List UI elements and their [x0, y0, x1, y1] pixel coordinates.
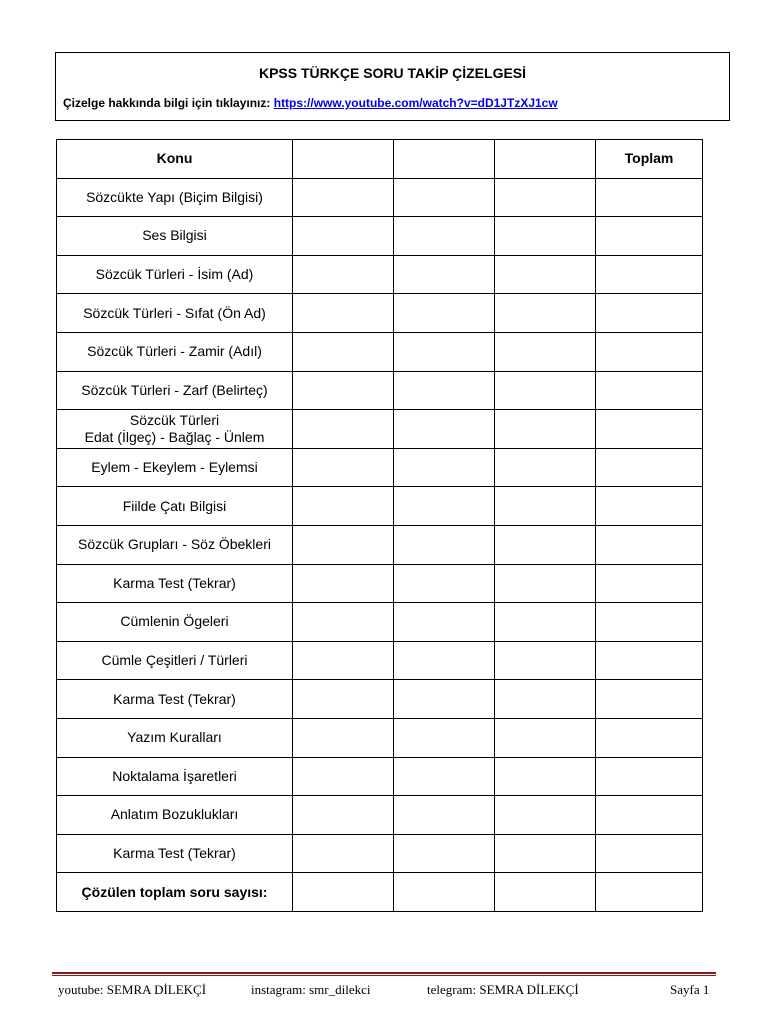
- info-line: [63, 96, 558, 110]
- count-cell[interactable]: [495, 487, 596, 526]
- header-col-1[interactable]: [293, 140, 394, 179]
- header-toplam: Toplam: [596, 140, 703, 179]
- count-cell[interactable]: [293, 217, 394, 256]
- count-cell[interactable]: [293, 487, 394, 526]
- youtube-link[interactable]: https://www.youtube.com/watch?v=dD1JTzXJ1cw: [273, 96, 558, 110]
- table-total-row: [57, 873, 703, 912]
- total-cell[interactable]: [596, 564, 703, 603]
- count-cell[interactable]: [495, 680, 596, 719]
- count-cell[interactable]: [394, 448, 495, 487]
- count-cell[interactable]: [495, 448, 596, 487]
- topic-cell: Cümlenin Ögeleri: [57, 603, 293, 642]
- header-box: [55, 52, 730, 121]
- count-cell[interactable]: [394, 487, 495, 526]
- total-cell[interactable]: [596, 371, 703, 410]
- count-cell[interactable]: [394, 410, 495, 449]
- total-cell[interactable]: [596, 718, 703, 757]
- topic-line-2: Edat (İlgeç) - Bağlaç - Ünlem: [84, 428, 265, 445]
- topic-cell: Cümle Çeşitleri / Türleri: [57, 641, 293, 680]
- count-cell[interactable]: [293, 332, 394, 371]
- count-cell[interactable]: [495, 217, 596, 256]
- header-konu: Konu: [57, 140, 293, 179]
- count-cell[interactable]: [394, 718, 495, 757]
- total-cell[interactable]: [596, 178, 703, 217]
- count-cell[interactable]: [394, 834, 495, 873]
- count-cell[interactable]: [293, 641, 394, 680]
- count-cell[interactable]: [394, 294, 495, 333]
- count-cell[interactable]: [293, 371, 394, 410]
- grand-total-cell[interactable]: [596, 873, 703, 912]
- count-cell[interactable]: [394, 564, 495, 603]
- topic-cell: Sözcük Grupları - Söz Öbekleri: [57, 525, 293, 564]
- table-row: [57, 487, 703, 526]
- total-cell[interactable]: [596, 680, 703, 719]
- count-cell[interactable]: [394, 757, 495, 796]
- count-cell[interactable]: [293, 178, 394, 217]
- topic-cell: Sözcük Türleri - Sıfat (Ön Ad): [57, 294, 293, 333]
- table-row: [57, 332, 703, 371]
- count-cell[interactable]: [394, 641, 495, 680]
- topic-line-1: Sözcük Türleri: [129, 411, 220, 428]
- count-cell[interactable]: [495, 332, 596, 371]
- count-cell[interactable]: [394, 332, 495, 371]
- table-row: [57, 255, 703, 294]
- topic-cell: [57, 410, 293, 449]
- table-row: [57, 448, 703, 487]
- count-cell[interactable]: [394, 603, 495, 642]
- total-count-cell[interactable]: [293, 873, 394, 912]
- table-row: [57, 757, 703, 796]
- table-row: [57, 294, 703, 333]
- count-cell[interactable]: [293, 525, 394, 564]
- count-cell[interactable]: [495, 178, 596, 217]
- total-count-cell[interactable]: [394, 873, 495, 912]
- count-cell[interactable]: [394, 680, 495, 719]
- topic-cell: Yazım Kuralları: [57, 718, 293, 757]
- count-cell[interactable]: [394, 217, 495, 256]
- total-cell[interactable]: [596, 410, 703, 449]
- table-row: [57, 371, 703, 410]
- topic-cell: Eylem - Ekeylem - Eylemsi: [57, 448, 293, 487]
- footer-page-number: Sayfa 1: [670, 982, 710, 997]
- topic-cell: Sözcük Türleri - Zarf (Belirteç): [57, 371, 293, 410]
- count-cell[interactable]: [394, 371, 495, 410]
- total-cell[interactable]: [596, 448, 703, 487]
- count-cell[interactable]: [293, 410, 394, 449]
- topic-cell: Noktalama İşaretleri: [57, 757, 293, 796]
- topic-cell: Sözcük Türleri - Zamir (Adıl): [57, 332, 293, 371]
- footer-instagram: instagram: smr_dilekci: [251, 982, 371, 997]
- count-cell[interactable]: [495, 410, 596, 449]
- table-row: [57, 641, 703, 680]
- count-cell[interactable]: [293, 294, 394, 333]
- header-col-2[interactable]: [394, 140, 495, 179]
- count-cell[interactable]: [495, 525, 596, 564]
- count-cell[interactable]: [293, 834, 394, 873]
- table-row: [57, 525, 703, 564]
- topic-cell: Sözcük Türleri - İsim (Ad): [57, 255, 293, 294]
- table-row: [57, 178, 703, 217]
- footer-telegram: telegram: SEMRA DİLEKÇİ: [427, 982, 579, 997]
- count-cell[interactable]: [394, 255, 495, 294]
- count-cell[interactable]: [495, 294, 596, 333]
- count-cell[interactable]: [293, 718, 394, 757]
- count-cell[interactable]: [495, 834, 596, 873]
- count-cell[interactable]: [495, 796, 596, 835]
- total-cell[interactable]: [596, 834, 703, 873]
- topic-cell: Anlatım Bozuklukları: [57, 796, 293, 835]
- count-cell[interactable]: [394, 178, 495, 217]
- table-row: [57, 410, 703, 449]
- count-cell[interactable]: [293, 448, 394, 487]
- table-row: [57, 217, 703, 256]
- count-cell[interactable]: [495, 603, 596, 642]
- topic-cell: Karma Test (Tekrar): [57, 564, 293, 603]
- count-cell[interactable]: [293, 796, 394, 835]
- count-cell[interactable]: [293, 564, 394, 603]
- header-col-3[interactable]: [495, 140, 596, 179]
- total-cell[interactable]: [596, 641, 703, 680]
- count-cell[interactable]: [394, 796, 495, 835]
- total-cell[interactable]: [596, 217, 703, 256]
- table-row: [57, 564, 703, 603]
- table-row: [57, 834, 703, 873]
- total-cell[interactable]: [596, 255, 703, 294]
- count-cell[interactable]: [293, 603, 394, 642]
- table-row: [57, 718, 703, 757]
- footer-divider: [52, 972, 716, 976]
- tracking-table: [56, 139, 703, 912]
- total-cell[interactable]: [596, 294, 703, 333]
- topic-cell: Karma Test (Tekrar): [57, 834, 293, 873]
- count-cell[interactable]: [293, 255, 394, 294]
- total-cell[interactable]: [596, 487, 703, 526]
- table-header-row: [57, 140, 703, 179]
- info-label: Çizelge hakkında bilgi için tıklayınız:: [63, 96, 271, 110]
- total-cell[interactable]: [596, 603, 703, 642]
- table-row: [57, 603, 703, 642]
- count-cell[interactable]: [495, 641, 596, 680]
- total-cell[interactable]: [596, 525, 703, 564]
- count-cell[interactable]: [293, 757, 394, 796]
- count-cell[interactable]: [495, 718, 596, 757]
- table-row: [57, 680, 703, 719]
- topic-cell: Karma Test (Tekrar): [57, 680, 293, 719]
- total-cell[interactable]: [596, 757, 703, 796]
- topic-cell: Sözcükte Yapı (Biçim Bilgisi): [57, 178, 293, 217]
- count-cell[interactable]: [495, 371, 596, 410]
- total-count-cell[interactable]: [495, 873, 596, 912]
- footer-youtube: youtube: SEMRA DİLEKÇİ: [58, 982, 207, 997]
- count-cell[interactable]: [495, 757, 596, 796]
- total-cell[interactable]: [596, 332, 703, 371]
- count-cell[interactable]: [394, 525, 495, 564]
- count-cell[interactable]: [293, 680, 394, 719]
- total-label: Çözülen toplam soru sayısı:: [57, 873, 293, 912]
- count-cell[interactable]: [495, 255, 596, 294]
- document-title: KPSS TÜRKÇE SORU TAKİP ÇİZELGESİ: [258, 65, 527, 81]
- table-row: [57, 796, 703, 835]
- topic-cell: Fiilde Çatı Bilgisi: [57, 487, 293, 526]
- total-cell[interactable]: [596, 796, 703, 835]
- topic-cell: Ses Bilgisi: [57, 217, 293, 256]
- count-cell[interactable]: [495, 564, 596, 603]
